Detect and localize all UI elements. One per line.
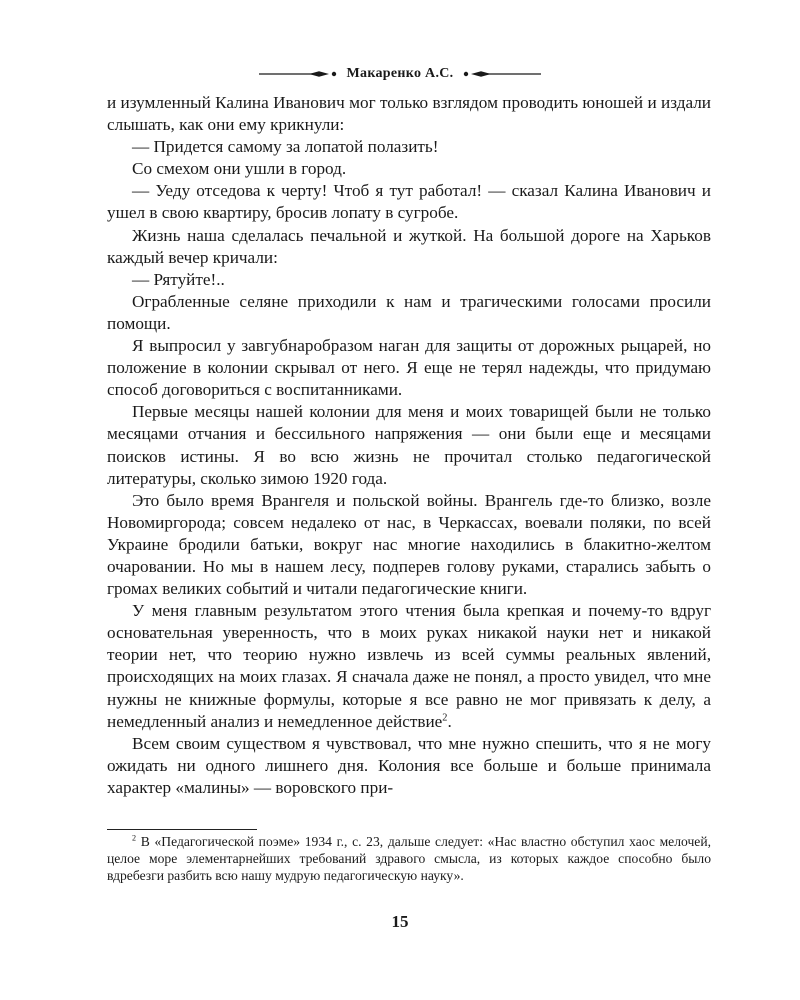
paragraph: Жизнь наша сделалась печальной и жуткой. На большой дороге на Харьков каждый вечер кричали: <box>107 225 711 267</box>
paragraph: Первые месяцы нашей колонии для меня и моих товарищей были не только месяцами отчания и бессильного напряжения — они были еще и месяцами поисков истины. Я во всю жизнь не прочитал столько педагогической литературы, сколько зимою 1920 года. <box>107 402 711 488</box>
page-number: 15 <box>391 912 409 931</box>
paragraph: — Уеду отседова к черту! Чтоб я тут работал! — сказал Калина Иванович и ушел в свою квартиру, бросив лопату в сугробе. <box>107 181 711 223</box>
paragraph: Это было время Врангеля и польской войны. Врангель где-то близко, возле Новомиргорода; совсем недалеко от нас, в Черкассах, воевали поляки, по всей Украине бродили батьки, вокруг нас многие находились в блакитно-желтом очаровании. Но мы в нашем лесу, подперев голову руками, старались забыть о громах великих событий и читали педагогические книги. <box>107 490 711 599</box>
paragraph: Ограбленные селяне приходили к нам и трагическими голосами просили помощи. <box>107 291 711 333</box>
paragraph: — Придется самому за лопатой полазить! <box>132 137 439 157</box>
running-header <box>0 66 800 82</box>
paragraph: Со смехом они ушли в город. <box>132 159 347 179</box>
paragraph: Всем своим существом я чувствовал, что мне нужно спешить, что я не могу ожидать ни одного лишнего дня. Колония все больше и больше принимала характер «малины» — воровского при- <box>107 733 711 797</box>
paragraph: Я выпросил у завгубнаробразом наган для защиты от дорожных рыцарей, но положение в колонии скрывал от него. Я еще не терял надежды, что придумаю способ договориться с воспитанниками. <box>107 336 711 400</box>
paragraph: и изумленный Калина Иванович мог только взглядом проводить юношей и издали слышать, как они ему крикнули: <box>107 93 711 135</box>
right-ornament-icon <box>463 69 541 79</box>
footnote <box>107 833 711 884</box>
paragraph-text: У меня главным результатом этого чтения была крепкая и почему-то вдруг основательная уверенность, что в моих руках никакой науки нет и никакой теории нет, что теорию нужно извлечь из всей суммы реальных явлений, происходящих на моих глазах. Я сначала даже не понял, а просто увидел, что мне нужны не книжные формулы, которые я все равно не мог привязать к делу, а немедленный анализ и немедленное действие <box>107 601 711 731</box>
left-ornament-icon <box>259 69 337 79</box>
paragraph: — Рятуйте!.. <box>132 269 225 289</box>
footnote-text: В «Педагогической поэме» 1934 г., с. 23, дальше следует: «Нас властно обступил хаос мелочей, целое море элементарнейших требований здравого смысла, из которых каждое способно было вдребезги разбить всю нашу мудрую педагогическую науку». <box>107 834 711 883</box>
footnote-divider <box>107 829 257 830</box>
paragraph: У меня главным результатом этого чтения была крепкая и почему-то вдруг основательная уверенность, что в моих руках никакой науки нет и никакой теории нет, что теорию нужно извлечь из всей суммы реальных явлений, происходящих на моих глазах. Я сначала даже не понял, а просто увидел, что мне нужны не книжные формулы, которые я все равно не мог привязать к делу, а немедленный анализ и немедленное действие$^2$. <box>107 601 711 731</box>
footnote-marker: 2 <box>132 833 137 843</box>
main-text <box>107 92 711 799</box>
footnote-reference: 2 <box>442 711 448 723</box>
header-title: Макаренко А.С. <box>346 66 454 81</box>
